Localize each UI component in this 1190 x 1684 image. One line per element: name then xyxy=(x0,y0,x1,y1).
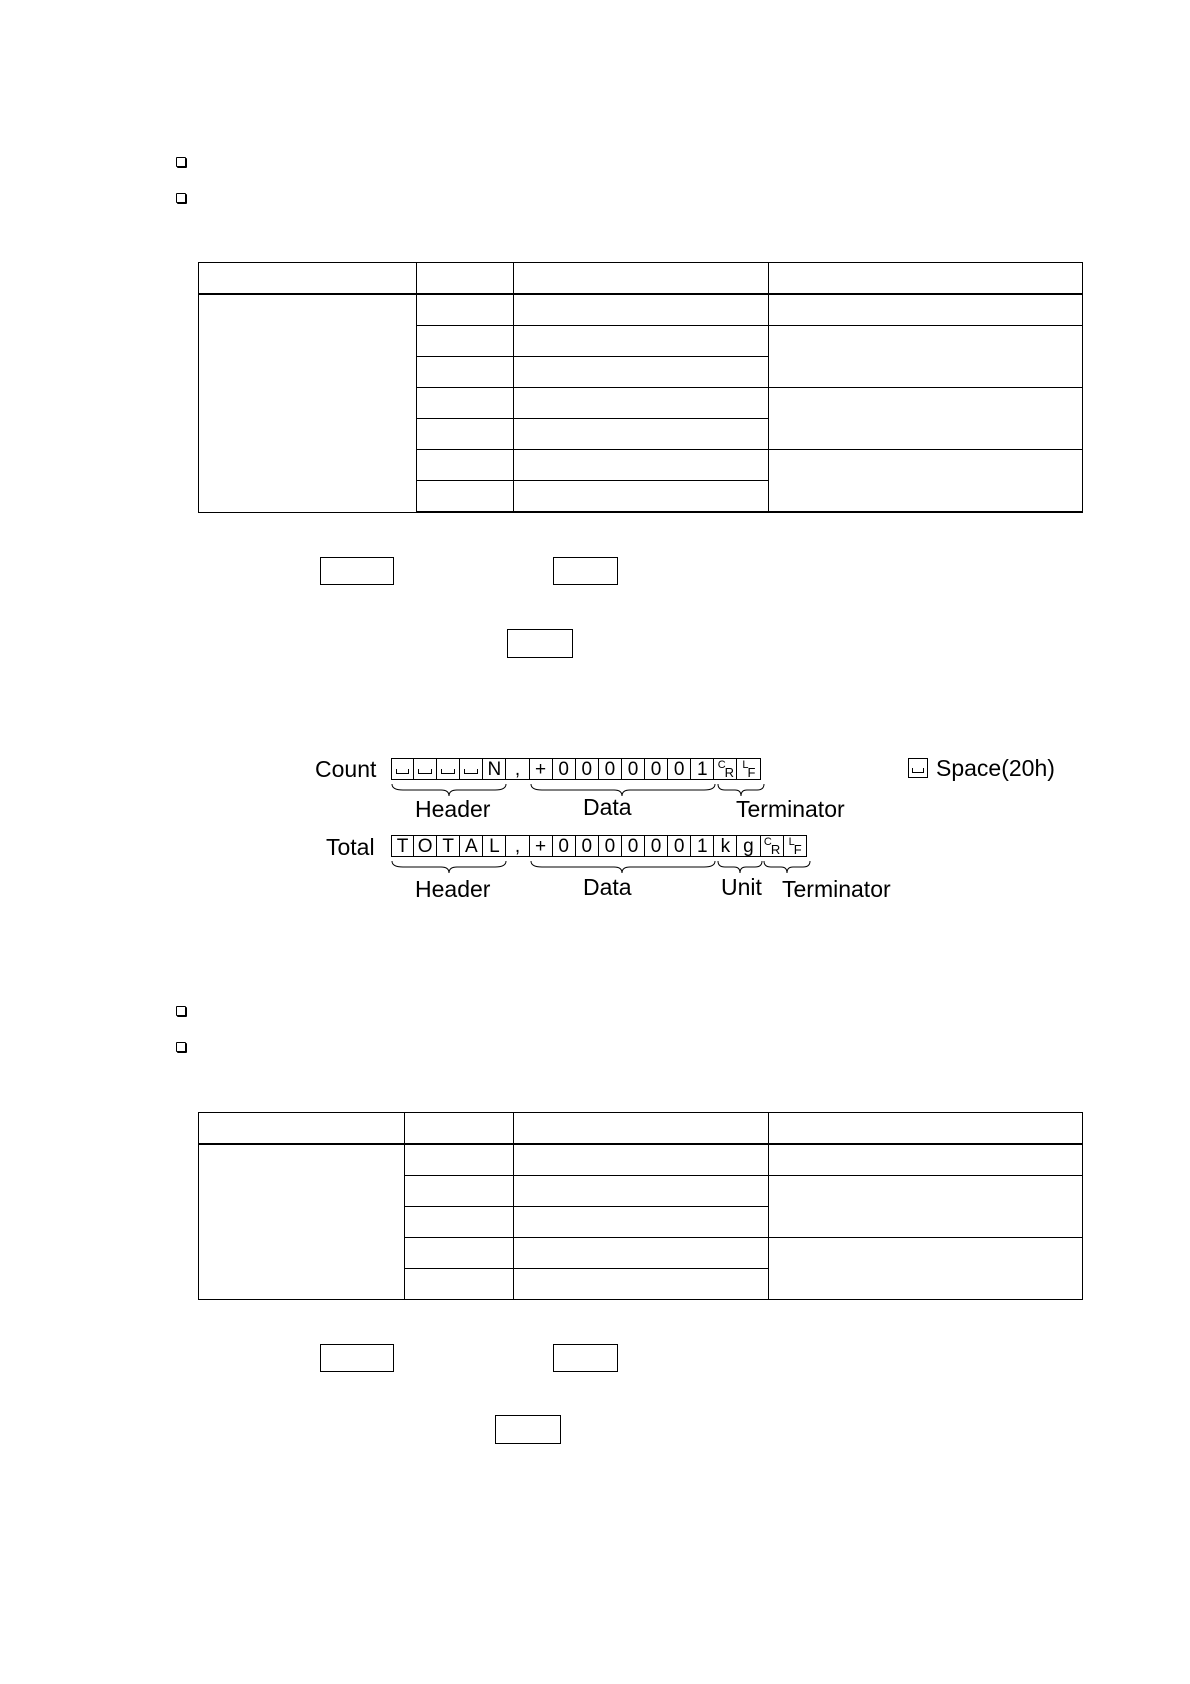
total-label: Total xyxy=(326,834,375,860)
bullet-icon xyxy=(176,193,186,203)
char-cell: 0 xyxy=(668,758,691,780)
char-cell: g xyxy=(737,835,760,857)
char-cell: 0 xyxy=(645,835,668,857)
table-row xyxy=(199,1144,1083,1176)
char-cell: 0 xyxy=(553,758,576,780)
space-char-cell xyxy=(437,758,460,780)
space-char-cell xyxy=(391,758,414,780)
total-cells xyxy=(391,835,807,857)
char-cell: + xyxy=(530,835,553,857)
lf-char-cell: L F xyxy=(737,758,760,780)
char-cell: 0 xyxy=(553,835,576,857)
table-row xyxy=(199,263,1083,295)
settings-table-1 xyxy=(198,262,1083,513)
char-cell: 0 xyxy=(668,835,691,857)
total-data-label: Data xyxy=(583,874,632,900)
key-box xyxy=(320,557,394,585)
char-cell: T xyxy=(437,835,460,857)
char-cell: , xyxy=(506,758,529,780)
lf-char-cell: L F xyxy=(784,835,807,857)
char-cell: 0 xyxy=(622,758,645,780)
count-terminator-label: Terminator xyxy=(736,796,845,822)
total-terminator-brace xyxy=(763,860,811,874)
space-char-cell xyxy=(460,758,483,780)
key-box xyxy=(507,629,573,658)
char-cell: k xyxy=(714,835,737,857)
char-cell: A xyxy=(460,835,483,857)
key-box xyxy=(553,1344,618,1372)
total-terminator-label: Terminator xyxy=(782,876,891,902)
key-box xyxy=(495,1415,561,1444)
total-data-brace xyxy=(530,860,716,874)
count-label: Count xyxy=(315,756,377,782)
char-cell: 0 xyxy=(599,758,622,780)
bullet-icon xyxy=(176,1006,186,1016)
key-box xyxy=(320,1344,394,1372)
char-cell: L xyxy=(483,835,506,857)
char-cell: 0 xyxy=(576,835,599,857)
settings-table-2 xyxy=(198,1112,1083,1300)
total-unit-label: Unit xyxy=(721,874,762,900)
char-cell: 1 xyxy=(691,835,714,857)
bullet-icon xyxy=(176,1042,186,1052)
char-cell: T xyxy=(391,835,414,857)
char-cell: 1 xyxy=(691,758,714,780)
char-cell: + xyxy=(530,758,553,780)
cr-char-cell: C R xyxy=(714,758,737,780)
char-cell: O xyxy=(414,835,437,857)
total-header-brace xyxy=(391,860,507,874)
table-row xyxy=(199,1113,1083,1145)
char-cell: 0 xyxy=(576,758,599,780)
count-header-label: Header xyxy=(415,796,491,822)
count-cells xyxy=(391,758,761,780)
char-cell: N xyxy=(483,758,506,780)
key-box xyxy=(553,557,618,585)
cr-char-cell: C R xyxy=(761,835,784,857)
total-unit-brace xyxy=(717,860,763,874)
char-cell: 0 xyxy=(599,835,622,857)
space-char-cell xyxy=(414,758,437,780)
space-legend-label: Space(20h) xyxy=(936,755,1055,781)
space-symbol-icon xyxy=(908,758,928,778)
total-header-label: Header xyxy=(415,876,491,902)
char-cell: 0 xyxy=(645,758,668,780)
count-header-brace xyxy=(391,783,507,797)
char-cell: , xyxy=(506,835,529,857)
count-data-label: Data xyxy=(583,794,632,820)
table-row xyxy=(199,294,1083,326)
count-terminator-brace xyxy=(717,783,765,797)
bullet-icon xyxy=(176,157,186,167)
char-cell: 0 xyxy=(622,835,645,857)
